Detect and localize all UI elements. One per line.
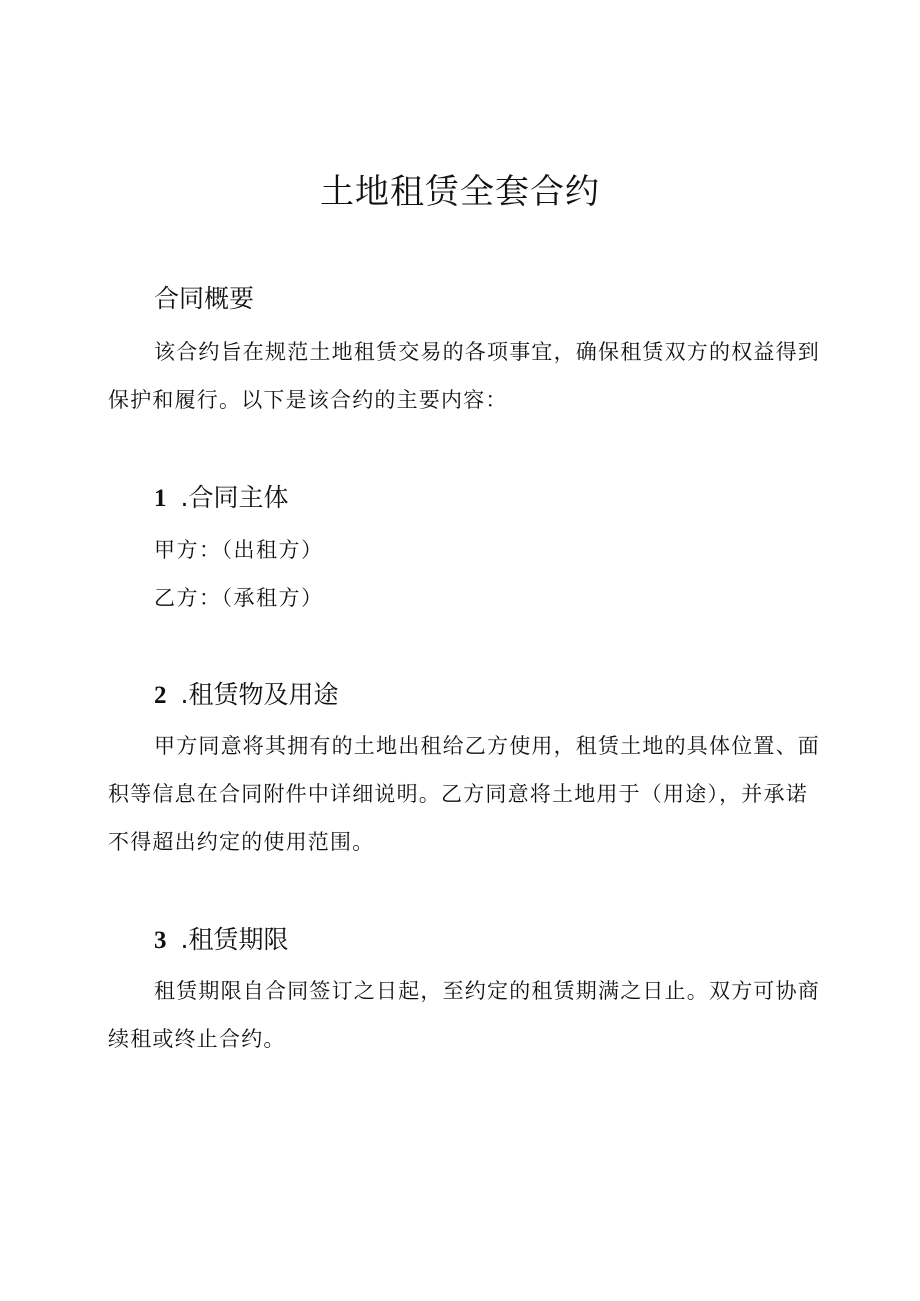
section-1-title: .合同主体 [180, 483, 289, 512]
section-1-number: 1 [154, 485, 167, 512]
section-3-title: .租赁期限 [180, 925, 289, 954]
section-3-paragraph [108, 967, 820, 1063]
party-a-line: 甲方：（出租方） [154, 538, 324, 562]
party-b-line: 乙方：（承租方） [154, 586, 324, 610]
section-2-title: .租赁物及用途 [180, 680, 339, 709]
section-2-number: 2 [154, 682, 167, 709]
section-2-paragraph [108, 722, 820, 866]
document-title: 土地租赁全套合约 [320, 172, 600, 212]
overview-paragraph [108, 328, 820, 424]
section-3-heading [154, 925, 288, 956]
section-2-text: 甲方同意将其拥有的土地出租给乙方使用，租赁土地的具体位置、面积等信息在合同附件中详细说明。乙方同意将土地用于（用途），并承诺不得超出约定的使用范围。 [108, 734, 820, 854]
overview-text: 该合约旨在规范土地租赁交易的各项事宜，确保租赁双方的权益得到保护和履行。以下是该合约的主要内容： [108, 340, 820, 412]
section-1-heading [154, 483, 288, 514]
section-2-heading [154, 680, 338, 711]
overview-heading: 合同概要 [154, 284, 255, 313]
section-3-number: 3 [154, 927, 167, 954]
section-3-text: 租赁期限自合同签订之日起，至约定的租赁期满之日止。双方可协商续租或终止合约。 [108, 979, 820, 1051]
